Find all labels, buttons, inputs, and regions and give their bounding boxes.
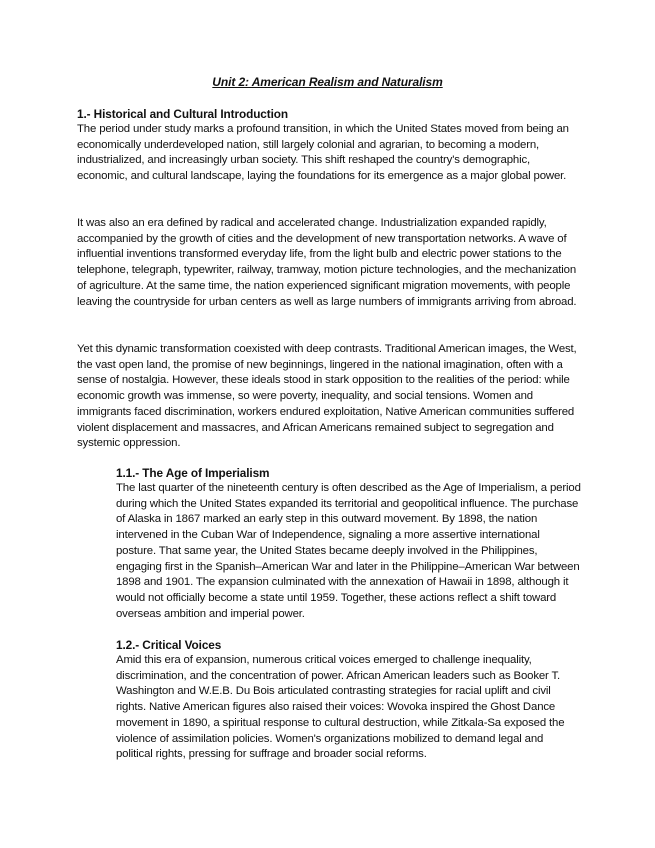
paragraph-change: It was also an era defined by radical and accelerated change. Industrialization expanded rapidly, accompanied by the growth of cities and the development of new transportation networks. A wave of influential inventions transformed everyday life, from the light bulb and electric power stations to the telephone, telegraph, typewriter, railway, tramway, motion picture technologies, and the mechanization of agriculture. At the same time, the nation experienced significant migration movements, with people leaving the countryside for urban centers as well as large numbers of immigrants arriving from abroad.	[77, 217, 577, 308]
paragraph-block-change	[77, 216, 582, 310]
subsection-critical-voices	[116, 637, 582, 763]
section-heading: 1.- Historical and Cultural Introduction	[77, 107, 288, 121]
paragraph-block-contrasts	[77, 342, 582, 452]
document-title: Unit 2: American Realism and Naturalism	[212, 75, 443, 89]
paragraph-transition: The period under study marks a profound transition, in which the United States moved from being an economically underdeveloped nation, still largely colonial and agrarian, to becoming a modern, industrialized, and increasingly urban society. This shift reshaped the country's demographic, economic, and cultural landscape, laying the foundations for its emergence as a major global power.	[77, 123, 569, 183]
section-historical-intro	[77, 106, 582, 185]
subsection-age-of-imperialism	[116, 465, 582, 622]
paragraph-imperialism: The last quarter of the nineteenth century is often described as the Age of Imperialism, a period during which the United States expanded its territorial and geopolitical influence. The purchase of Alaska in 1867 marked an early step in this outward movement. By 1898, the nation intervened in the Cuban War of Independence, signaling a more assertive international posture. That same year, the United States became deeply involved in the Philippines, engaging first in the Spanish–American War and later in the Philippine–American War between 1898 and 1901. The expansion culminated with the annexation of Hawaii in 1898, although it would not officially become a state until 1959. Together, these actions reflect a shift toward overseas ambition and imperial power.	[116, 482, 581, 620]
subsection-heading: 1.1.- The Age of Imperialism	[116, 466, 270, 480]
paragraph-critical-voices: Amid this era of expansion, numerous critical voices emerged to challenge inequality, discrimination, and the concentration of power. African American leaders such as Booker T. Washington and W.E.B. Du Bois articulated contrasting strategies for racial uplift and civil rights. Native American figures also raised their voices: Wovoka inspired the Ghost Dance movement in 1890, a spiritual response to cultural destruction, while Zitkala-Sa exposed the violence of assimilation policies. Women's organizations mobilized to demand legal and political rights, pressing for suffrage and broader social reforms.	[116, 654, 565, 761]
paragraph-contrasts: Yet this dynamic transformation coexisted with deep contrasts. Traditional American images, the West, the vast open land, the promise of new beginnings, lingered in the national imagination, often with a sense of nostalgia. However, these ideals stood in stark opposition to the realities of the period: while economic growth was immense, so were poverty, inequality, and social tensions. Women and immigrants faced discrimination, workers endured exploitation, Native American communities suffered violent displacement and massacres, and African Americans remained subject to segregation and systemic oppression.	[77, 343, 577, 450]
subsection-heading: 1.2.- Critical Voices	[116, 638, 222, 652]
